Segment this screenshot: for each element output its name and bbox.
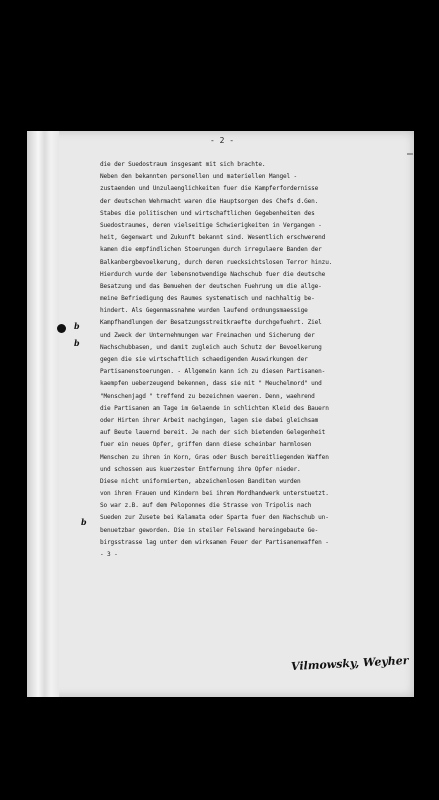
text-line: Partisanenstoerungen. - Allgemein kann ich zu diesen Partisanen- <box>100 368 326 376</box>
punch-hole-mark <box>57 324 66 333</box>
document-page <box>27 131 414 697</box>
text-line: zustaenden und Unzulaenglichkeiten fuer die Kampferfordernisse <box>100 185 319 193</box>
text-line: Diese nicht uniformierten, abzeichenlosen Banditen wurden <box>100 477 301 485</box>
text-line: Suedostraumes, deren vielseitige Schwierigkeiten in Vergangen - <box>100 221 322 229</box>
text-line: auf Beute lauernd bereit. Je nach der sich bietenden Gelegenheit <box>100 429 326 437</box>
text-line: So war z.B. auf dem Peloponnes die Strasse von Tripolis nach <box>100 502 312 510</box>
handwritten-signature: Vilmowsky, Weyher <box>290 653 409 674</box>
body-text <box>100 159 403 561</box>
text-line: birgsstrasse lag unter dem wirksamen Feuer der Partisanenwaffen - <box>100 538 329 546</box>
text-line: Stabes die politischen und wirtschaftlichen Gegebenheiten des <box>100 209 315 217</box>
text-line: die der Suedostraum insgesamt mit sich brachte. <box>100 161 266 168</box>
text-line: kaempfen ueberzeugend bekennen, dass sie mit " Meuchelmord" und <box>100 380 322 388</box>
margin-note-2: b <box>74 338 80 348</box>
text-line: die Partisanen am Tage im Gelaende in schlichten Kleid des Bauern <box>100 404 329 412</box>
margin-note-1: b <box>74 321 80 331</box>
text-line: fuer ein neues Opfer, griffen dann diese scheinbar harmlosen <box>100 441 312 449</box>
text-line: hindert. Als Gegenmassnahme wurden laufend ordnungsmaessige <box>100 307 308 315</box>
text-line: heit, Gegenwart und Zukunft bekannt sind. Wesentlich erschwerend <box>100 234 326 242</box>
page-number: - 2 - <box>209 136 235 145</box>
text-line: kamen die empfindlichen Stoerungen durch irregulaere Banden der <box>100 246 322 254</box>
text-line: benuetzbar geworden. Die in steiler Felswand hereingebaute Ge- <box>100 526 319 534</box>
text-line: Kampfhandlungen der Besatzungsstreitkraefte durchgefuehrt. Ziel <box>100 319 322 327</box>
text-line: meine Befriedigung des Raumes systematisch und nachhaltig be- <box>100 295 315 303</box>
text-line: - 3 - <box>100 551 118 558</box>
text-line: und Zweck der Unternehmungen war Freimachen und Sicherung der <box>100 331 315 339</box>
text-line: gegen die sie wirtschaftlich schaedigenden Auswirkungen der <box>100 356 308 363</box>
text-line: Hierdurch wurde der lebensnotwendige Nachschub fuer die deutsche <box>100 270 326 278</box>
edge-mark <box>407 153 413 155</box>
text-line: der deutschen Wehrmacht waren die Hauptsorgen des Chefs d.Gen. <box>100 197 319 205</box>
text-line: "Menschenjagd " treffend zu bezeichnen waeren. Denn, waehrend <box>100 392 315 400</box>
text-line: oder Hirten ihrer Arbeit nachgingen, lagen sie dabei gleichsam <box>100 416 319 424</box>
text-line: und schossen aus kuerzester Entfernung ihre Opfer nieder. <box>100 465 301 473</box>
text-line: von ihren Frauen und Kindern bei ihrem Mordhandwerk unterstuetzt. <box>100 490 329 498</box>
text-line: Neben den bekannten personellen und materiellen Mangel - <box>100 173 298 181</box>
text-line: Balkanbergbevoelkerung, durch deren ruecksichtslosen Terror hinzu. <box>100 258 333 266</box>
page-fold-shadow <box>27 131 59 697</box>
text-line: Sueden zur Zusete bei Kalamata oder Sparta fuer den Nachschub un- <box>100 514 329 522</box>
text-line: Nachschubbasen, und damit zugleich auch Schutz der Bevoelkerung <box>100 343 322 351</box>
text-line: Menschen zu ihren in Korn, Gras oder Busch bereitliegenden Waffen <box>100 453 329 461</box>
margin-note-3: b <box>81 517 87 527</box>
text-line: Besatzung und das Bemuehen der deutschen Fuehrung um die allge- <box>100 282 322 290</box>
